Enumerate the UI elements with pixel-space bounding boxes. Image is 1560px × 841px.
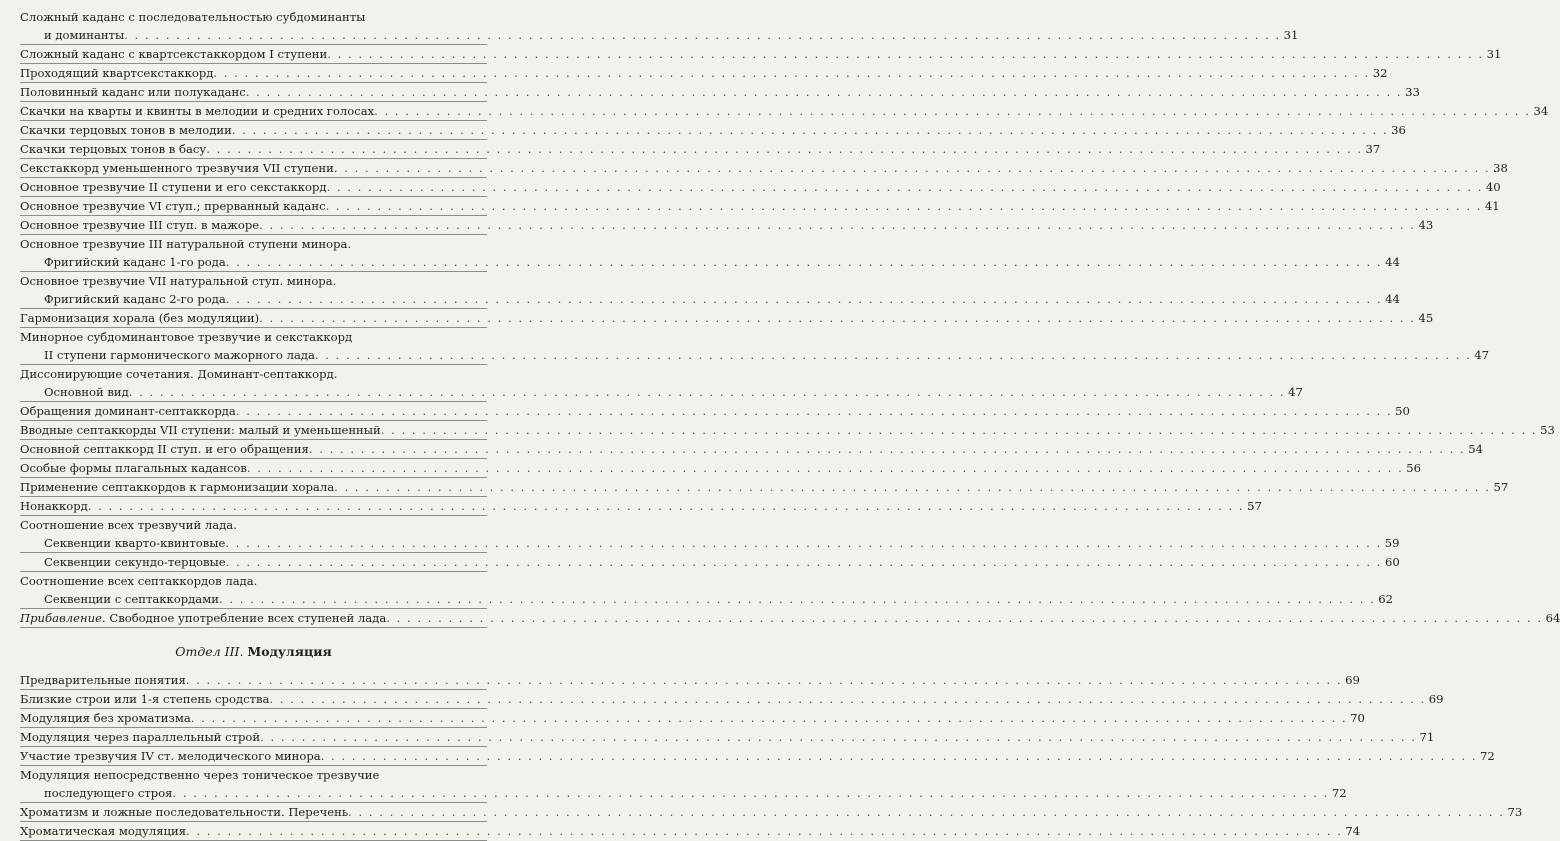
leader-dots — [315, 346, 1471, 364]
leader-dots — [374, 102, 1530, 120]
leader-dots — [206, 140, 1362, 158]
toc-entry[interactable] — [20, 235, 1400, 272]
toc-entry[interactable] — [20, 159, 1508, 178]
leader-dots — [124, 26, 1280, 44]
toc-entry[interactable] — [20, 516, 1400, 553]
toc-entry[interactable] — [20, 728, 1435, 747]
toc-entry-title: Модуляция непосредственно через тоническое трезвучие — [20, 768, 380, 782]
toc-entry-title: Особые формы плагальных кадансов — [20, 461, 247, 475]
leader-dots — [88, 497, 1244, 515]
toc-page-number: 36 — [1391, 123, 1406, 137]
leader-dots — [226, 553, 1382, 571]
toc-entry[interactable] — [20, 83, 1420, 102]
toc-page-number: 62 — [1378, 592, 1394, 606]
leader-dots — [309, 440, 1465, 458]
toc-entry-title: Нонаккорд — [20, 499, 88, 513]
toc-page-number: 59 — [1384, 536, 1400, 550]
toc-entry-title: Основное трезвучие III ступ. в мажоре — [20, 218, 260, 232]
toc-page-number: 72 — [1331, 786, 1347, 800]
toc-entry-title: Основное трезвучие III натуральной ступени минора. — [20, 237, 352, 251]
toc-entry-title: Основное трезвучие VII натуральной ступ. минора. — [20, 274, 337, 288]
toc-page-number: 32 — [1372, 66, 1388, 80]
toc-entry[interactable] — [20, 690, 1444, 709]
toc-entry[interactable] — [20, 822, 1361, 841]
toc-page-number: 70 — [1350, 711, 1365, 725]
toc-page-number: 31 — [1486, 47, 1502, 61]
leader-dots — [386, 609, 1542, 627]
toc-page-number: 64 — [1545, 611, 1560, 625]
toc-page-number: 56 — [1406, 461, 1422, 475]
leader-dots — [348, 803, 1504, 821]
toc-entry[interactable] — [20, 140, 1381, 159]
toc-entry-addendum[interactable] — [20, 609, 1560, 628]
leader-dots — [213, 64, 1369, 82]
toc-entry-title: Сложный каданс с последовательностью субдоминанты — [20, 10, 366, 24]
section-heading — [20, 644, 487, 659]
leader-dots — [186, 671, 1342, 689]
leader-dots — [247, 459, 1403, 477]
leader-dots — [219, 590, 1375, 608]
toc-entry-title: Основное трезвучие II ступени и его секстаккорд — [20, 180, 327, 194]
toc-page-number: 50 — [1395, 404, 1410, 418]
section-separator: . — [239, 644, 248, 659]
toc-entry-title: Минорное субдоминантовое трезвучие и секстаккорд — [20, 330, 353, 344]
toc-entry[interactable] — [20, 440, 1483, 459]
toc-entry[interactable] — [20, 497, 1262, 516]
toc-part-3 — [20, 671, 1523, 841]
toc-page-number: 34 — [1533, 104, 1549, 118]
toc-entry[interactable] — [20, 64, 1388, 83]
toc-entry-title: Основной вид — [44, 385, 129, 399]
toc-page-number: 38 — [1493, 161, 1508, 175]
leader-dots — [236, 402, 1392, 420]
leader-dots — [225, 534, 1381, 552]
toc-entry-title: Основной септаккорд II ступ. и его обращения — [20, 442, 309, 456]
toc-entry[interactable] — [20, 747, 1495, 766]
toc-page-number: 69 — [1345, 673, 1360, 687]
toc-page-number: 45 — [1418, 311, 1434, 325]
table-of-contents — [20, 8, 1560, 841]
toc-page-number: 47 — [1288, 385, 1303, 399]
toc-entry-title: Диссонирующие сочетания. Доминант-септаккорд. — [20, 367, 338, 381]
toc-entry[interactable] — [20, 459, 1422, 478]
leader-dots — [327, 45, 1483, 63]
toc-entry[interactable] — [20, 45, 1502, 64]
toc-entry-title: Модуляция через параллельный строй — [20, 730, 261, 744]
toc-page-number: 69 — [1428, 692, 1444, 706]
leader-dots — [232, 121, 1388, 139]
leader-dots — [334, 478, 1490, 496]
toc-entry[interactable] — [20, 102, 1549, 121]
leader-dots — [246, 83, 1402, 101]
toc-page-number: 33 — [1405, 85, 1420, 99]
toc-page-number: 40 — [1485, 180, 1501, 194]
toc-page-number: 72 — [1480, 749, 1495, 763]
toc-entry-title: Проходящий квартсекстаккорд — [20, 66, 214, 80]
leader-dots — [191, 709, 1347, 727]
toc-page-number: 57 — [1247, 499, 1262, 513]
toc-entry-title: Сложный каданс с квартсекстаккордом I ступени — [20, 47, 328, 61]
leader-dots — [129, 383, 1285, 401]
toc-page-number: 47 — [1474, 348, 1490, 362]
toc-entry-title: Участие трезвучия IV ст. мелодического минора — [20, 749, 321, 763]
toc-page-number: 31 — [1283, 28, 1299, 42]
toc-entry[interactable] — [20, 402, 1410, 421]
toc-entry[interactable] — [20, 553, 1400, 572]
toc-entry[interactable] — [20, 803, 1523, 822]
leader-dots — [186, 822, 1342, 840]
toc-entry-title: Обращения доминант-септаккорда — [20, 404, 236, 418]
toc-page-number: 71 — [1419, 730, 1435, 744]
toc-page-number: 44 — [1385, 292, 1400, 306]
toc-entry-title: Фригийский каданс 1-го рода — [44, 255, 226, 269]
toc-page-number: 60 — [1384, 555, 1400, 569]
toc-entry-title: Близкие строи или 1-я степень сродства — [20, 692, 270, 706]
toc-entry[interactable] — [20, 8, 1299, 45]
leader-dots — [226, 253, 1382, 271]
toc-entry[interactable] — [20, 197, 1500, 216]
section-title: Модуляция — [247, 644, 332, 659]
toc-entry-title: Соотношение всех септаккордов лада. — [20, 574, 258, 588]
toc-entry-title: Половинный каданс или полукаданс — [20, 85, 246, 99]
toc-page-number: 54 — [1468, 442, 1483, 456]
leader-dots — [321, 747, 1477, 765]
toc-entry-title: и доминанты — [44, 28, 125, 42]
leader-dots — [260, 728, 1416, 746]
toc-entry[interactable] — [20, 365, 1303, 402]
toc-entry[interactable] — [20, 309, 1434, 328]
toc-entry-title: Скачки терцовых тонов в мелодии — [20, 123, 232, 137]
toc-entry-title: Секвенции кварто-квинтовые — [44, 536, 226, 550]
toc-entry-title: Применение септаккордов к гармонизации хорала — [20, 480, 335, 494]
toc-entry[interactable] — [20, 421, 1555, 440]
toc-entry-title: последующего строя — [44, 786, 173, 800]
toc-entry[interactable] — [20, 671, 1360, 690]
toc-entry-title: Секстаккорд уменьшенного трезвучия VII ступени — [20, 161, 334, 175]
toc-entry-title: Вводные септаккорды VII ступени: малый и уменьшенный — [20, 423, 381, 437]
toc-part-2 — [20, 8, 1555, 609]
toc-entry[interactable] — [20, 328, 1490, 365]
leader-dots — [269, 690, 1425, 708]
addendum-label: Прибавление — [20, 611, 102, 625]
leader-dots — [334, 159, 1490, 177]
toc-page-number: 44 — [1385, 255, 1400, 269]
toc-entry-title: Соотношение всех трезвучий лада. — [20, 518, 237, 532]
toc-entry-title: II ступени гармонического мажорного лада — [44, 348, 315, 362]
leader-dots — [259, 309, 1415, 327]
toc-entry[interactable] — [20, 178, 1501, 197]
leader-dots — [172, 784, 1328, 802]
toc-page-number: 43 — [1418, 218, 1434, 232]
toc-entry-title: Скачки терцовых тонов в басу — [20, 142, 207, 156]
toc-entry[interactable] — [20, 478, 1509, 497]
leader-dots — [327, 178, 1483, 196]
toc-entry-title: Хроматическая модуляция — [20, 824, 187, 838]
toc-entry[interactable] — [20, 709, 1365, 728]
toc-entry-title: Предварительные понятия — [20, 673, 186, 687]
toc-entry[interactable] — [20, 572, 1394, 609]
leader-dots — [259, 216, 1415, 234]
toc-entry-title: Секвенции с септаккордами — [44, 592, 219, 606]
toc-entry-title: Гармонизация хорала (без модуляции) — [20, 311, 260, 325]
toc-page-number: 74 — [1345, 824, 1361, 838]
toc-entry-title: Секвенции секундо-терцовые — [44, 555, 226, 569]
toc-entry-title: Скачки на кварты и квинты в мелодии и средних голосах — [20, 104, 375, 118]
toc-entry-title: Хроматизм и ложные последовательности. Перечень — [20, 805, 349, 819]
leader-dots — [326, 197, 1482, 215]
toc-entry[interactable] — [20, 121, 1406, 140]
toc-entry[interactable] — [20, 272, 1400, 309]
toc-page-number: 37 — [1365, 142, 1381, 156]
toc-entry[interactable] — [20, 766, 1347, 803]
toc-page-number: 73 — [1507, 805, 1523, 819]
toc-page-number: 57 — [1493, 480, 1509, 494]
toc-entry[interactable] — [20, 216, 1434, 235]
leader-dots — [381, 421, 1537, 439]
toc-page-number: 41 — [1484, 199, 1500, 213]
toc-entry-title: Модуляция без хроматизма — [20, 711, 191, 725]
toc-page-number: 53 — [1540, 423, 1555, 437]
toc-entry-title: Фригийский каданс 2-го рода — [44, 292, 226, 306]
toc-entry-title: Основное трезвучие VI ступ.; прерванный каданс — [20, 199, 326, 213]
addendum-text: . Свободное употребление всех ступеней лада — [101, 611, 387, 625]
leader-dots — [226, 290, 1382, 308]
section-label: Отдел III — [175, 644, 240, 659]
